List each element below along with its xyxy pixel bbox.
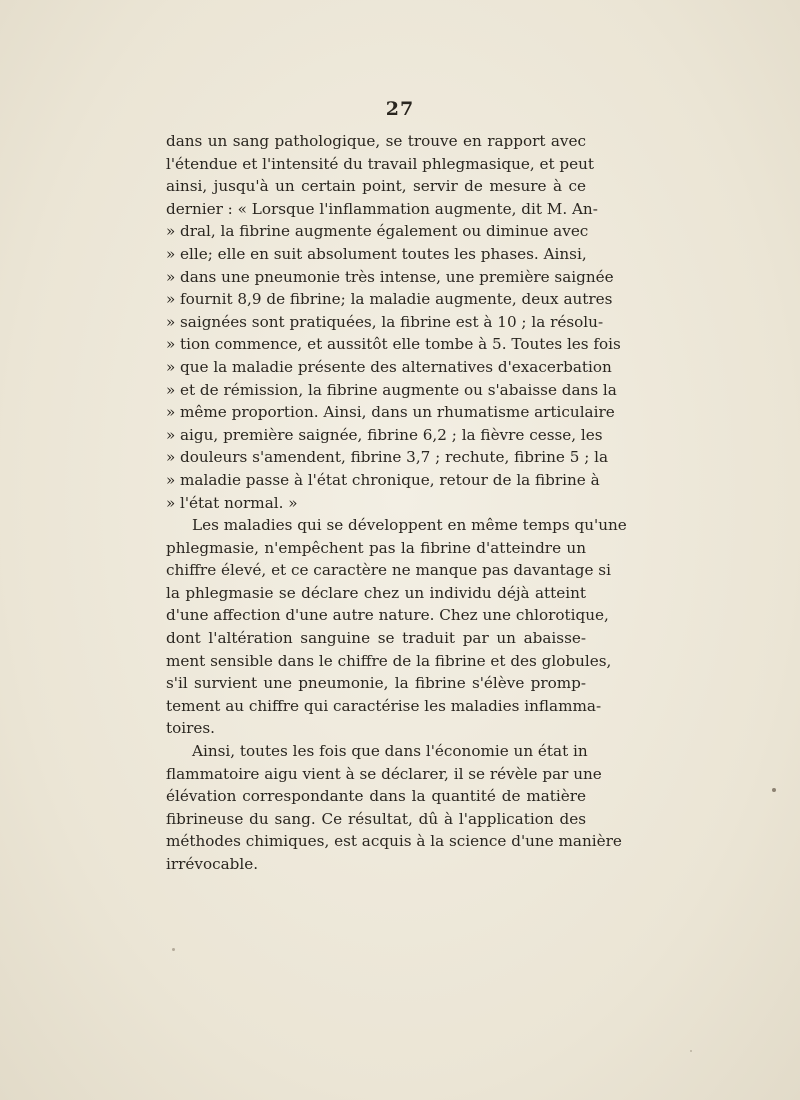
line-text: toires.	[166, 719, 215, 738]
paper-speck	[172, 948, 175, 951]
quote-marker: »	[166, 222, 176, 241]
text-line	[166, 401, 615, 424]
text-line	[166, 446, 609, 469]
text-line	[166, 130, 586, 153]
line-text: l'étendue et l'intensité du travail phlegmasique, et peut	[166, 154, 595, 173]
quote-marker: »	[166, 357, 176, 376]
line-text: flammatoire aigu vient à se déclarer, il se révèle par une	[166, 764, 602, 783]
line-text: l'état normal. »	[180, 493, 298, 512]
quote-marker: »	[166, 267, 176, 286]
line-text: Les maladies qui se développent en même temps qu'une	[192, 516, 627, 535]
text-line	[166, 424, 603, 447]
text-line	[166, 695, 602, 718]
paper-speck	[772, 788, 776, 792]
text-line	[166, 785, 586, 808]
line-text: tion commence, et aussitôt elle tombe à 5. Toutes les fois	[180, 335, 621, 354]
paragraph	[166, 740, 622, 876]
text-line	[166, 650, 612, 673]
text-line	[166, 175, 586, 198]
text-line	[166, 379, 617, 402]
line-text: ment sensible dans le chiffre de la fibrine et des globules,	[166, 651, 612, 670]
line-text: que la maladie présente des alternatives d'exacerbation	[180, 357, 612, 376]
text-line	[166, 853, 586, 876]
line-text: dont l'altération sanguine se traduit par un abaisse-	[166, 629, 586, 648]
line-text: d'une affection d'une autre nature. Chez une chlorotique,	[166, 606, 609, 625]
line-text: saignées sont pratiquées, la fibrine est à 10 ; la résolu-	[180, 312, 604, 331]
line-text: Ainsi, toutes les fois que dans l'économie un état in	[192, 742, 588, 761]
text-line	[166, 266, 614, 289]
text-line	[166, 740, 586, 763]
page-number: 27	[385, 98, 415, 120]
line-text: dernier : « Lorsque l'inflammation augmente, dit M. An-	[166, 199, 598, 218]
quote-marker: »	[166, 380, 176, 399]
text-line	[166, 537, 586, 560]
text-line	[166, 288, 613, 311]
line-text: méthodes chimiques, est acquis à la science d'une manière	[166, 832, 622, 851]
text-line	[166, 492, 586, 515]
text-line	[166, 763, 602, 786]
text-line	[166, 559, 611, 582]
line-text: s'il survient une pneumonie, la fibrine s'élève promp-	[166, 674, 586, 693]
text-line	[166, 198, 598, 221]
line-text: douleurs s'amendent, fibrine 3,7 ; rechute, fibrine 5 ; la	[180, 448, 609, 467]
line-text: élévation correspondante dans la quantité de matière	[166, 787, 586, 806]
text-line	[166, 582, 586, 605]
paragraph	[166, 130, 621, 514]
quote-marker: »	[166, 493, 176, 512]
line-text: et de rémission, la fibrine augmente ou s'abaisse dans la	[180, 380, 617, 399]
quote-marker: »	[166, 335, 176, 354]
line-text: la phlegmasie se déclare chez un individu déjà atteint	[166, 583, 586, 602]
body-text	[166, 130, 627, 876]
text-line	[166, 220, 589, 243]
text-line	[166, 514, 627, 537]
text-line	[166, 808, 586, 831]
quote-marker: »	[166, 425, 176, 444]
line-text: dans une pneumonie très intense, une première saignée	[180, 267, 614, 286]
line-text: fibrineuse du sang. Ce résultat, dû à l'application des	[166, 809, 586, 828]
quote-marker: »	[166, 448, 176, 467]
line-text: ainsi, jusqu'à un certain point, servir de mesure à ce	[166, 177, 586, 196]
line-text: fournit 8,9 de fibrine; la maladie augmente, deux autres	[180, 290, 613, 309]
text-line	[166, 469, 600, 492]
line-text: tement au chiffre qui caractérise les maladies inflamma-	[166, 696, 602, 715]
quote-marker: »	[166, 312, 176, 331]
line-text: elle; elle en suit absolument toutes les phases. Ainsi,	[180, 244, 587, 263]
line-text: chiffre élevé, et ce caractère ne manque pas davantage si	[166, 561, 611, 580]
quote-marker: »	[166, 403, 176, 422]
line-text: irrévocable.	[166, 855, 259, 873]
text-line	[166, 243, 586, 266]
line-text: aigu, première saignée, fibrine 6,2 ; la fièvre cesse, les	[180, 425, 603, 444]
quote-marker: »	[166, 470, 176, 489]
text-line	[166, 830, 622, 853]
text-line	[166, 333, 621, 356]
paragraph	[166, 514, 627, 740]
text-line	[166, 356, 612, 379]
line-text: même proportion. Ainsi, dans un rhumatisme articulaire	[180, 403, 615, 422]
line-text: dans un sang pathologique, se trouve en rapport avec	[166, 132, 586, 150]
text-line	[166, 311, 604, 334]
text-line	[166, 604, 609, 627]
quote-marker: »	[166, 244, 176, 263]
text-line	[166, 153, 595, 176]
line-text: maladie passe à l'état chronique, retour de la fibrine à	[180, 470, 600, 489]
text-line	[166, 672, 586, 695]
text-line	[166, 717, 586, 740]
text-line	[166, 627, 586, 650]
line-text: dral, la fibrine augmente également ou diminue avec	[180, 222, 589, 241]
line-text: phlegmasie, n'empêchent pas la fibrine d'atteindre un	[166, 538, 586, 557]
paper-speck	[690, 1050, 692, 1052]
quote-marker: »	[166, 290, 176, 309]
